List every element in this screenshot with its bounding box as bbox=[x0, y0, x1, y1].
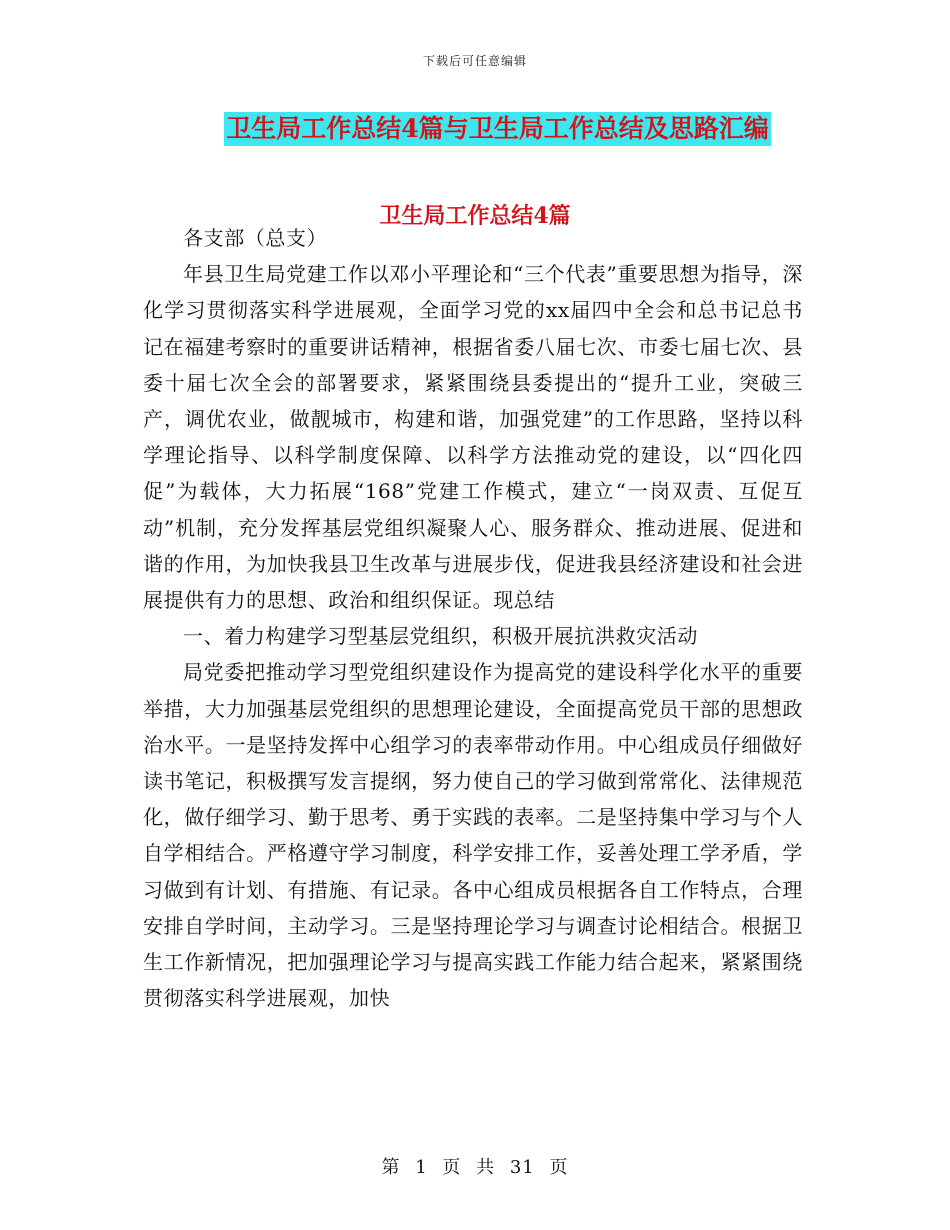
body-paragraph: 年县卫生局党建工作以邓小平理论和“三个代表”重要思想为指导，深化学习贯彻落实科学进展观，全面学习党的xx届四中全会和总书记总书记在福建考察时的重要讲话精神，根据省委八届七次、市委七届七次、县委十届七次全会的部署要求，紧紧围绕县委提出的“提升工业，突破三产，调优农业，做靓城市，构建和谐，加强党建”的工作思路，坚持以科学理论指导、以科学制度保障、以科学方法推动党的建设，以“四化四促”为载体，大力拓展“168”党建工作模式，建立“一岗双责、互促互动”机制，充分发挥基层党组织凝聚人心、服务群众、推动进展、促进和谐的作用，为加快我县卫生改革与进展步伐，促进我县经济建设和社会进展提供有力的思想、政治和组织保证。现总结 bbox=[143, 262, 803, 613]
document-main-title: 卫生局工作总结4篇与卫生局工作总结及思路汇编 bbox=[224, 112, 770, 146]
page-footer: 第 1 页 共 31 页 bbox=[381, 1157, 569, 1178]
body-paragraph: 局党委把推动学习型党组织建设作为提高党的建设科学化水平的重要举措，大力加强基层党组织的思想理论建设，全面提高党员干部的思想政治水平。一是坚持发挥中心组学习的表率带动作用。中心组成员仔细做好读书笔记，积极撰写发言提纲，努力使自己的学习做到常常化、法律规范化，做仔细学习、勤于思考、勇于实践的表率。二是坚持集中学习与个人自学相结合。严格遵守学习制度，科学安排工作，妥善处理工学矛盾，学习做到有计划、有措施、有记录。各中心组成员根据各自工作特点，合理安排自学时间，主动学习。三是坚持理论学习与调查讨论相结合。根据卫生工作新情况，把加强理论学习与提高实践工作能力结合起来，紧紧围绕贯彻落实科学进展观，加快 bbox=[143, 660, 803, 1011]
document-body bbox=[143, 220, 803, 1016]
main-title-container bbox=[0, 112, 950, 146]
body-paragraph: 各支部（总支） bbox=[183, 226, 328, 250]
section-heading: 一、着力构建学习型基层党组织，积极开展抗洪救灾活动 bbox=[183, 624, 698, 649]
document-sub-title: 卫生局工作总结4篇 bbox=[379, 203, 571, 229]
page-header-note: 下载后可任意编辑 bbox=[422, 54, 527, 68]
